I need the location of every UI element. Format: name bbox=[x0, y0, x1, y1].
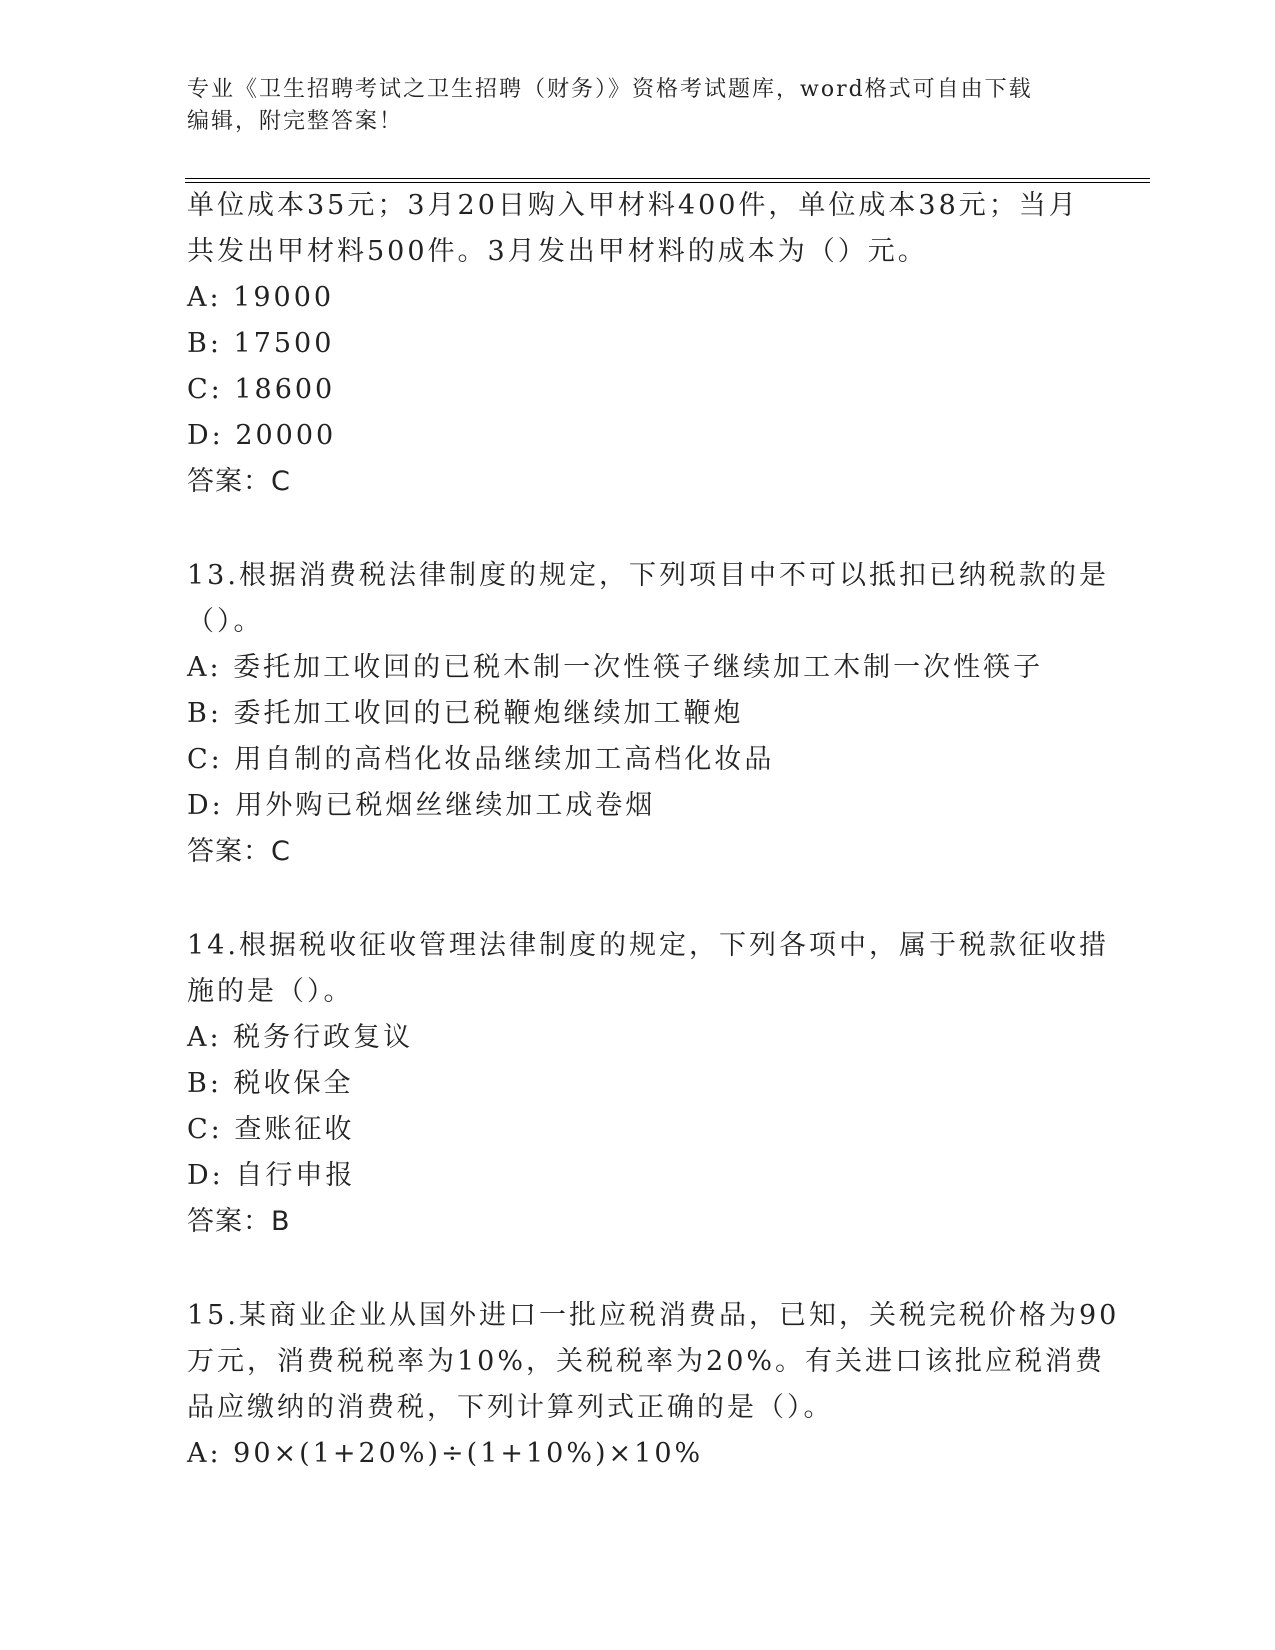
answer-line: 答案：C bbox=[187, 836, 291, 867]
question-15 bbox=[187, 1298, 1120, 1482]
option-a: A: 委托加工收回的已税木制一次性筷子继续加工木制一次性筷子 bbox=[187, 652, 1044, 683]
option-c: C: 用自制的高档化妆品继续加工高档化妆品 bbox=[187, 744, 775, 775]
question-text-line: （）。 bbox=[187, 606, 264, 637]
question-text-line: 品应缴纳的消费税，下列计算列式正确的是（）。 bbox=[187, 1392, 834, 1423]
option-d: D: 自行申报 bbox=[187, 1160, 356, 1191]
option-c: C: 18600 bbox=[187, 374, 336, 405]
option-a: A: 税务行政复议 bbox=[187, 1022, 414, 1053]
option-b: B: 17500 bbox=[187, 328, 335, 359]
option-a: A: 90×(1+20%)÷(1+10%)×10% bbox=[187, 1438, 704, 1469]
question-gap bbox=[187, 880, 1087, 928]
option-a: A: 19000 bbox=[187, 282, 335, 313]
option-c: C: 查账征收 bbox=[187, 1114, 355, 1145]
header-line-2: 编辑，附完整答案！ bbox=[187, 109, 404, 134]
question-text-line: 单位成本35元；3月20日购入甲材料400件，单位成本38元；当月 bbox=[187, 190, 1079, 221]
question-12 bbox=[187, 188, 1087, 510]
option-d: D: 20000 bbox=[187, 420, 337, 451]
header-divider-bottom bbox=[185, 182, 1150, 183]
question-text-line: 14.根据税收征收管理法律制度的规定，下列各项中，属于税款征收措 bbox=[187, 930, 1109, 961]
question-text-line: 万元，消费税税率为10%，关税税率为20%。有关进口该批应税消费 bbox=[187, 1346, 1106, 1377]
question-list bbox=[187, 188, 1120, 1482]
option-d: D: 用外购已税烟丝继续加工成卷烟 bbox=[187, 790, 656, 821]
question-14 bbox=[187, 928, 1109, 1250]
question-text-line: 15.某商业企业从国外进口一批应税消费品，已知，关税完税价格为90 bbox=[187, 1300, 1120, 1331]
question-13 bbox=[187, 558, 1109, 880]
document-header bbox=[187, 74, 1087, 138]
option-b: B: 税收保全 bbox=[187, 1068, 354, 1099]
header-divider-top bbox=[185, 178, 1150, 179]
question-text-line: 13.根据消费税法律制度的规定，下列项目中不可以抵扣已纳税款的是 bbox=[187, 560, 1109, 591]
answer-line: 答案：B bbox=[187, 1206, 291, 1237]
question-text-line: 共发出甲材料500件。3月发出甲材料的成本为（）元。 bbox=[187, 236, 928, 267]
header-line-1: 专业《卫生招聘考试之卫生招聘（财务）》资格考试题库，word格式可自由下载 bbox=[187, 77, 1033, 102]
question-gap bbox=[187, 510, 1087, 558]
question-text-line: 施的是（）。 bbox=[187, 976, 354, 1007]
question-gap bbox=[187, 1250, 1087, 1298]
option-b: B: 委托加工收回的已税鞭炮继续加工鞭炮 bbox=[187, 698, 744, 729]
answer-line: 答案：C bbox=[187, 466, 291, 497]
